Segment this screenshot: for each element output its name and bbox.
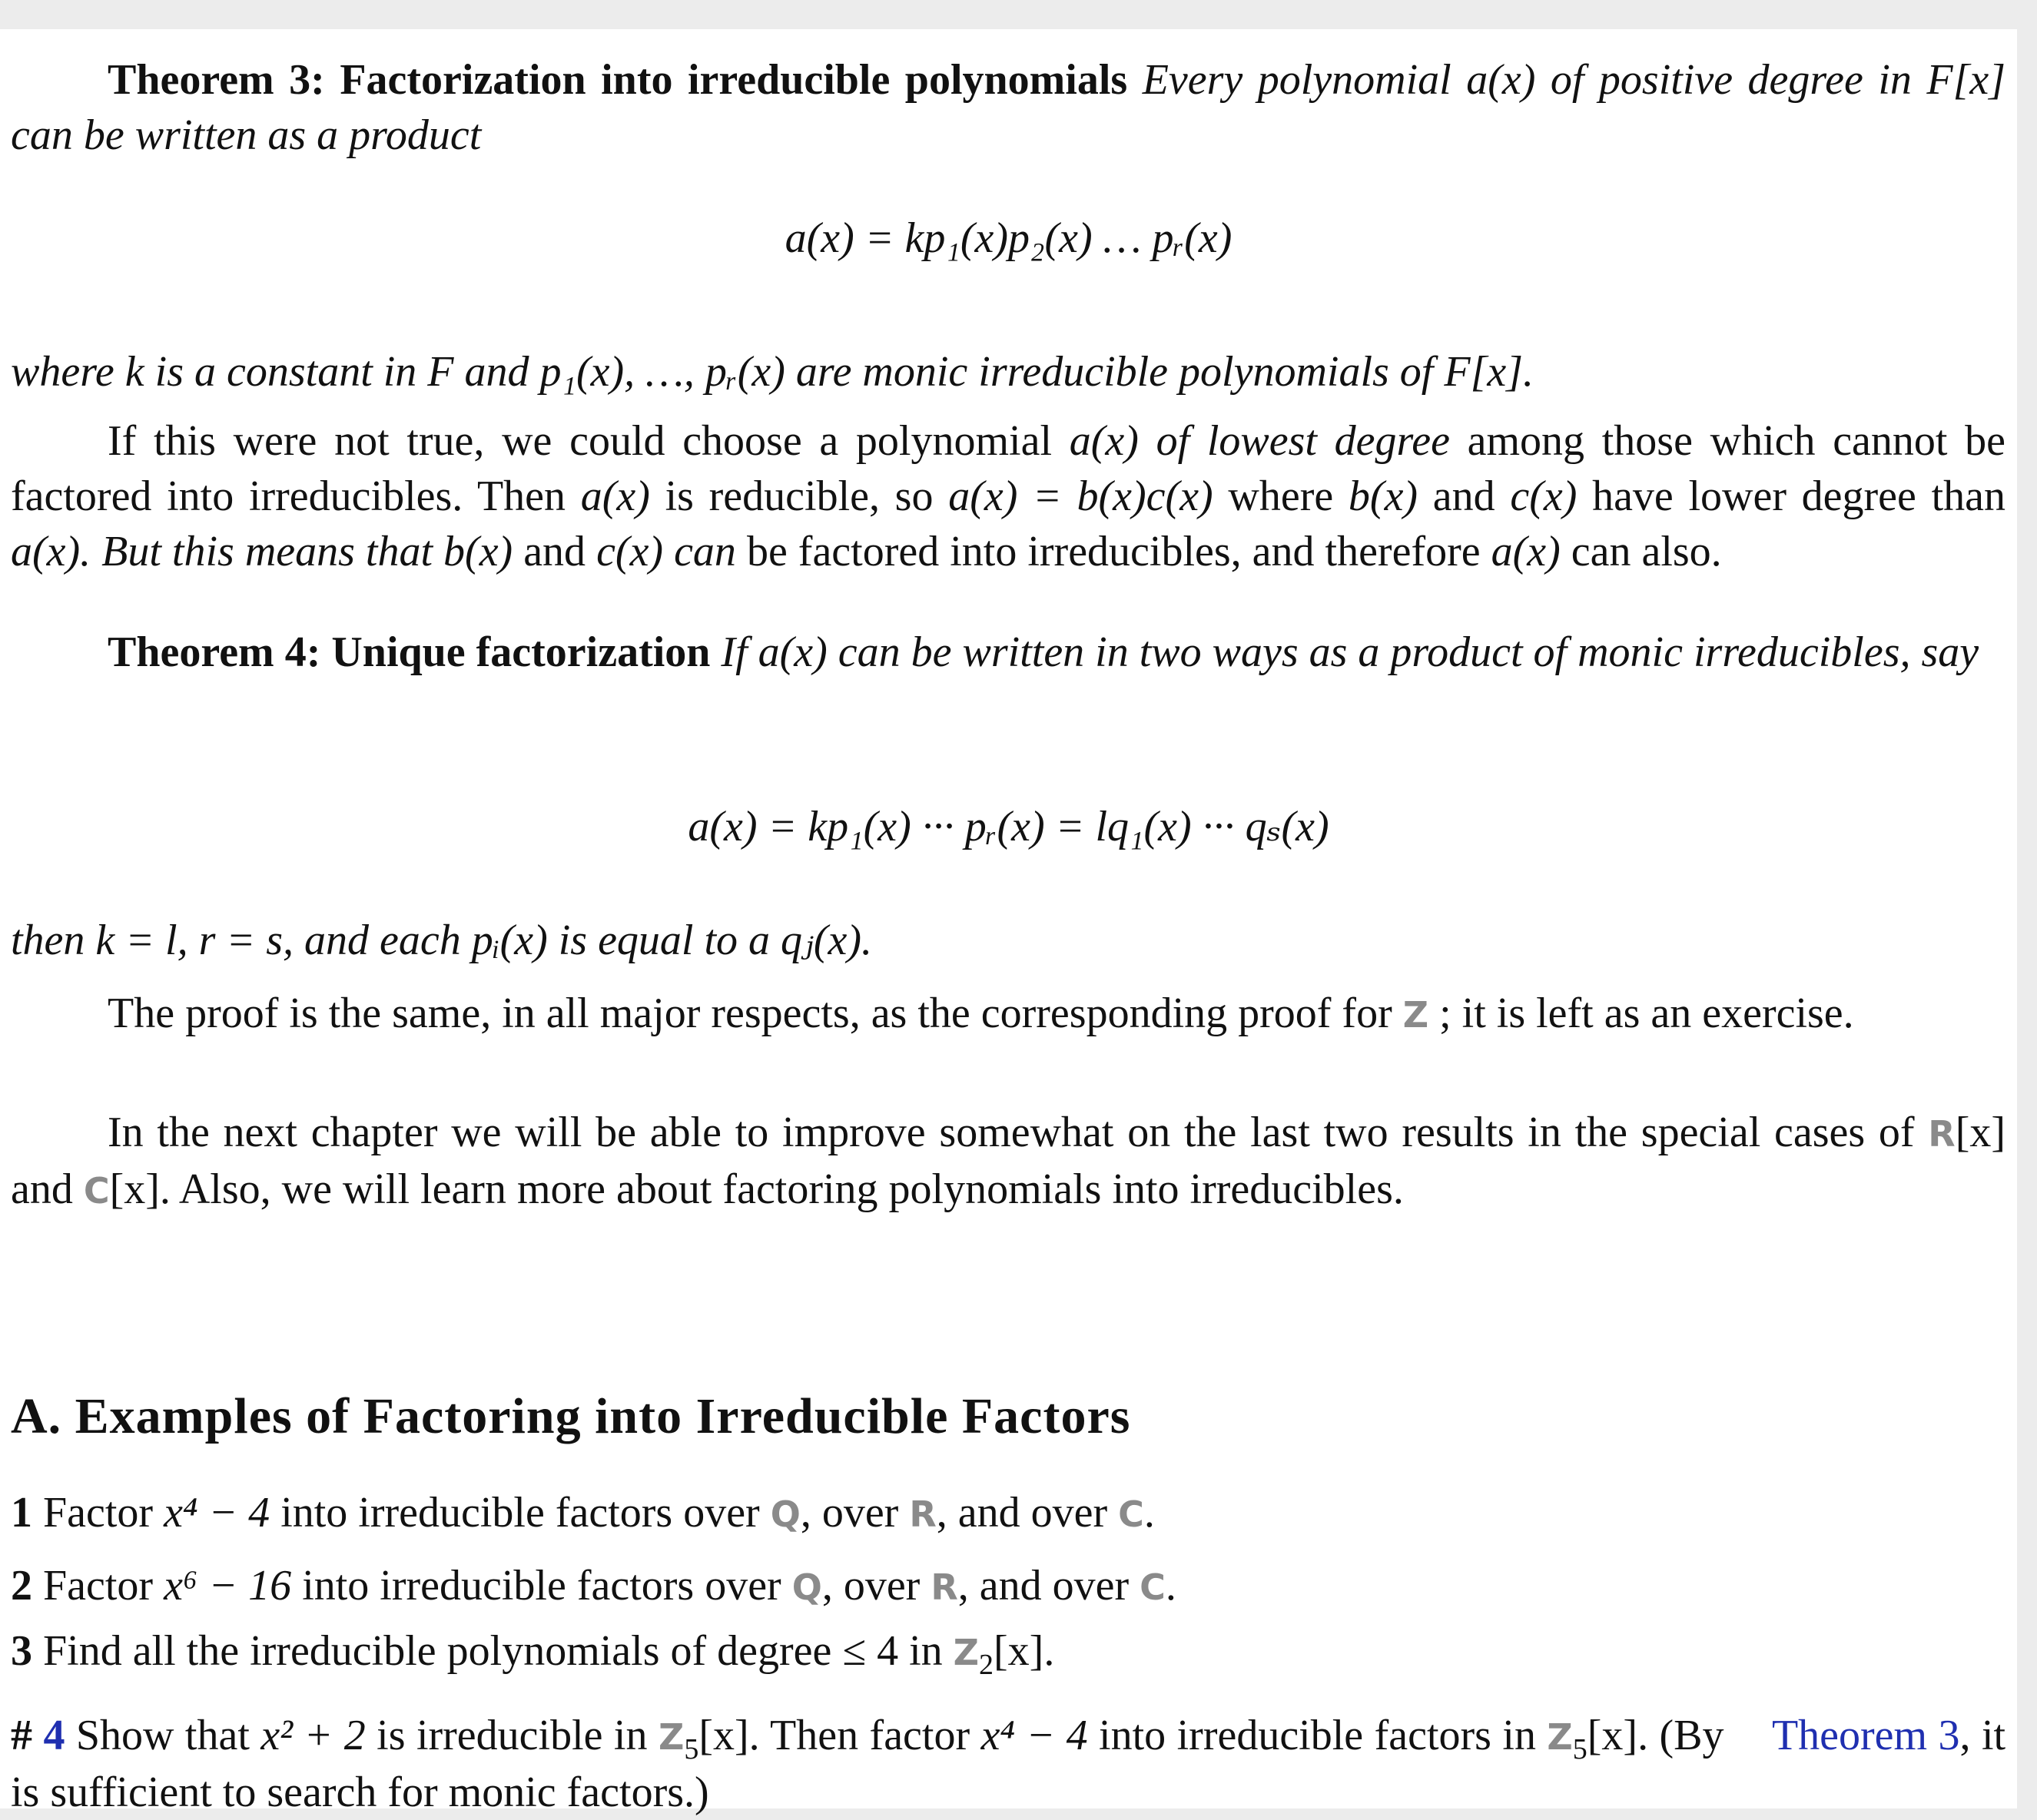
theorem-3-title: Factorization into irreducible polynomials (340, 56, 1128, 104)
theorem-3-where: where k is a constant in F and p₁(x), …, pᵣ(x) are monic irreducible polynomials of F[x]. (11, 348, 1534, 396)
rationals-symbol: Q (791, 1566, 822, 1608)
theorem-4-statement: Theorem 4: Unique factorization If a(x) can be written in two ways as a product of monic irreducibles, say (108, 628, 1979, 676)
theorem-4-proof-note: The proof is the same, in all major respects, as the corresponding proof for Z ; it is left as an exercise. (108, 990, 1854, 1037)
theorem-4-then: then k = l, r = s, and each pᵢ(x) is equal to a qⱼ(x). (11, 917, 872, 964)
section-heading: A. Examples of Factoring into Irreducible Factors (11, 1388, 1131, 1444)
reals-symbol: R (909, 1493, 937, 1535)
exercise-2: 2 Factor x⁶ − 16 into irreducible factors over Q, over R, and over C. (11, 1562, 1176, 1609)
theorem-3-link[interactable]: Theorem 3 (1771, 1712, 1960, 1759)
theorem-3-proof: If this were not true, we could choose a polynomial a(x) of lowest degree among those which cannot be factored into irreducibles. Then a(x) is reducible, so a(x) = b(x)c(x) where b(x) and c(x) have lower degree than a(x). But this means that b(x) and c(x) can be factored into irreducibles, and therefore a(x) can also. (11, 417, 2006, 575)
reals-symbol: R (1928, 1113, 1956, 1155)
integers-mod-symbol: Z (1547, 1716, 1573, 1758)
exercise-1: 1 Factor x⁴ − 4 into irreducible factors over Q, over R, and over C. (11, 1489, 1155, 1537)
theorem-4-equation: a(x) = kp₁(x) ··· pᵣ(x) = lq₁(x) ··· qₛ(x) (688, 803, 1329, 850)
integers-mod-symbol: Z (953, 1632, 980, 1673)
theorem-4-title: Unique factorization (331, 628, 711, 676)
complex-symbol: C (1118, 1493, 1144, 1535)
next-chapter-paragraph: In the next chapter we will be able to improve somewhat on the last two results in the special cases of R[x] and C[x]. Also, we will learn more about factoring polynomials into irreducibles. (11, 1109, 2006, 1213)
reals-symbol: R (931, 1566, 958, 1608)
exercise-3: 3 Find all the irreducible polynomials of degree ≤ 4 in $Z_2[x]$. (11, 1627, 1055, 1682)
theorem-4-label: Theorem 4: (108, 628, 321, 676)
exercise-4: # 4 Show that x² + 2 is irreducible in $Z_5[x]$. Then factor x⁴ − 4 into irreducible factors in $Z_5[x]$. (By Theorem 3, it is sufficient to search for monic factors.) (11, 1712, 2006, 1816)
rationals-symbol: Q (770, 1493, 801, 1535)
theorem-3-equation: a(x) = kp₁(x)p₂(x) … pᵣ(x) (785, 214, 1232, 262)
integers-mod-symbol: Z (658, 1716, 685, 1758)
theorem-3-statement: Theorem 3: Factorization into irreducible polynomials Every polynomial a(x) of positive degree in F[x] can be written as a product (11, 56, 2006, 159)
integers-symbol: Z (1402, 994, 1429, 1036)
document-page (0, 29, 2017, 1816)
theorem-3-label: Theorem 3: (108, 56, 325, 104)
complex-symbol: C (83, 1170, 110, 1212)
complex-symbol: C (1140, 1566, 1166, 1608)
